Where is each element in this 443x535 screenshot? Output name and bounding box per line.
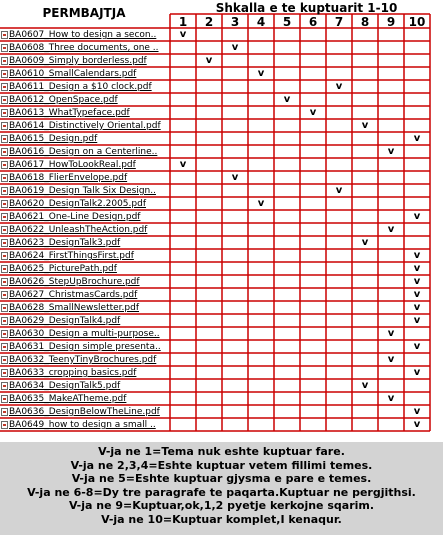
file-link[interactable]: BA0609_Simply borderless.pdf (9, 56, 147, 66)
file-link[interactable]: BA0612_OpenSpace.pdf (9, 95, 118, 105)
file-row (0, 94, 170, 106)
file-link[interactable]: BA0627_ChristmasCards.pdf (9, 290, 138, 300)
file-row (0, 159, 170, 171)
pdf-file-icon (1, 174, 8, 182)
score-checkmark: v (387, 224, 395, 235)
pdf-file-icon (1, 291, 8, 299)
score-checkmark: v (413, 263, 421, 274)
score-checkmark: v (309, 107, 317, 118)
file-link[interactable]: BA0613_WhatTypeface.pdf (9, 108, 130, 118)
file-link[interactable]: BA0633_cropping basics.pdf (9, 368, 137, 378)
pdf-file-icon (1, 44, 8, 52)
pdf-file-icon (1, 369, 8, 377)
pdf-file-icon (1, 304, 8, 312)
file-link[interactable]: BA0649_how to design a small .. (9, 420, 156, 430)
column-header-scale: Shkalla e te kuptuarit 1-10 (215, 1, 398, 15)
file-link[interactable]: BA0624_FirstThingsFirst.pdf (9, 251, 134, 261)
file-link[interactable]: BA0622_UnleashTheAction.pdf (9, 225, 148, 235)
file-link[interactable]: BA0620_DesignTalk2.2005.pdf (9, 199, 146, 209)
file-row (0, 341, 170, 353)
file-link[interactable]: BA0634_DesignTalk5.pdf (9, 381, 121, 391)
legend-line-6: V-ja ne 10=Kuptuar komplet,I kenaqur. (101, 512, 342, 526)
file-row (0, 211, 170, 223)
score-checkmark: v (387, 354, 395, 365)
file-row (0, 380, 170, 392)
pdf-file-icon (1, 122, 8, 130)
score-checkmark: v (413, 250, 421, 261)
file-link[interactable]: BA0623_DesignTalk3.pdf (9, 238, 121, 248)
file-link[interactable]: BA0631_Design simple presenta.. (9, 342, 161, 352)
file-row (0, 55, 170, 67)
pdf-file-icon (1, 148, 8, 156)
file-link[interactable]: BA0636_DesignBelowTheLine.pdf (9, 407, 160, 417)
file-link[interactable]: BA0630_Design a multi-purpose.. (9, 329, 160, 339)
file-row (0, 367, 170, 379)
score-checkmark: v (205, 55, 213, 66)
file-link[interactable]: BA0608_Three documents, one .. (9, 43, 159, 53)
file-link[interactable]: BA0629_DesignTalk4.pdf (9, 316, 121, 326)
pdf-file-icon (1, 109, 8, 117)
file-link[interactable]: BA0607_How to design a secon.. (9, 30, 157, 40)
scale-column-8: 8 (360, 15, 370, 29)
scale-column-4: 4 (256, 15, 266, 29)
file-link[interactable]: BA0610_SmallCalendars.pdf (9, 69, 137, 79)
file-row (0, 328, 170, 340)
legend-line-2: V-ja ne 2,3,4=Eshte kuptuar vetem fillimi temes. (70, 458, 373, 472)
pdf-file-icon (1, 70, 8, 78)
file-row (0, 107, 170, 119)
score-checkmark: v (413, 419, 421, 430)
pdf-file-icon (1, 395, 8, 403)
file-link[interactable]: BA0628_SmallNewsletter.pdf (9, 303, 140, 313)
pdf-file-icon (1, 356, 8, 364)
file-row (0, 42, 170, 54)
file-link[interactable]: BA0635_MakeATheme.pdf (9, 394, 127, 404)
score-checkmark: v (335, 185, 343, 196)
scale-column-9: 9 (386, 15, 396, 29)
pdf-file-icon (1, 213, 8, 221)
file-link[interactable]: BA0611_Design a $10 clock.pdf (9, 82, 152, 92)
file-link[interactable]: BA0618_FlierEnvelope.pdf (9, 173, 128, 183)
scale-column-2: 2 (204, 15, 214, 29)
score-checkmark: v (413, 276, 421, 287)
pdf-file-icon (1, 83, 8, 91)
scale-column-5: 5 (282, 15, 292, 29)
score-checkmark: v (335, 81, 343, 92)
pdf-file-icon (1, 57, 8, 65)
legend-line-1: V-ja ne 1=Tema nuk eshte kuptuar fare. (98, 445, 345, 458)
score-checkmark: v (179, 29, 187, 40)
score-checkmark: v (413, 367, 421, 378)
score-checkmark: v (413, 133, 421, 144)
pdf-file-icon (1, 265, 8, 273)
file-row (0, 354, 170, 366)
scale-column-6: 6 (308, 15, 318, 29)
file-row (0, 276, 170, 288)
file-row (0, 185, 170, 197)
pdf-file-icon (1, 382, 8, 390)
file-row (0, 263, 170, 275)
file-row (0, 68, 170, 80)
pdf-file-icon (1, 343, 8, 351)
file-row (0, 133, 170, 145)
pdf-file-icon (1, 161, 8, 169)
pdf-file-icon (1, 135, 8, 143)
column-header-content: PERMBAJTJA (42, 6, 126, 20)
scale-column-10: 10 (408, 15, 426, 29)
score-checkmark: v (387, 393, 395, 404)
score-checkmark: v (413, 211, 421, 222)
pdf-file-icon (1, 96, 8, 104)
pdf-file-icon (1, 278, 8, 286)
pdf-file-icon (1, 421, 8, 429)
score-checkmark: v (361, 380, 369, 391)
file-row (0, 237, 170, 249)
pdf-file-icon (1, 200, 8, 208)
score-checkmark: v (413, 406, 421, 417)
file-link[interactable]: BA0632_TeenyTinyBrochures.pdf (9, 355, 157, 365)
score-checkmark: v (361, 237, 369, 248)
file-row (0, 419, 170, 431)
file-link[interactable]: BA0616_Design on a Centerline.. (9, 147, 158, 157)
scale-column-1: 1 (178, 15, 188, 29)
pdf-file-icon (1, 408, 8, 416)
legend-line-4: V-ja ne 6-8=Dy tre paragrafe te paqarta.Kuptuar ne pergjithsi. (27, 485, 416, 499)
file-row (0, 120, 170, 132)
score-checkmark: v (231, 42, 239, 53)
file-link[interactable]: BA0625_PicturePath.pdf (9, 264, 117, 274)
score-checkmark: v (413, 315, 421, 326)
pdf-file-icon (1, 31, 8, 39)
file-row (0, 250, 170, 262)
pdf-file-icon (1, 317, 8, 325)
file-row (0, 393, 170, 405)
file-link[interactable]: BA0621_One-Line Design.pdf (9, 212, 141, 222)
score-checkmark: v (387, 146, 395, 157)
scale-column-7: 7 (334, 15, 344, 29)
file-row (0, 198, 170, 210)
file-row (0, 315, 170, 327)
score-checkmark: v (257, 198, 265, 209)
pdf-file-icon (1, 239, 8, 247)
pdf-file-icon (1, 226, 8, 234)
file-row (0, 81, 170, 93)
score-checkmark: v (413, 341, 421, 352)
file-link[interactable]: BA0615_Design.pdf (9, 134, 98, 144)
score-checkmark: v (231, 172, 239, 183)
file-row (0, 302, 170, 314)
score-checkmark: v (413, 302, 421, 313)
file-link[interactable]: BA0626_StepUpBrochure.pdf (9, 277, 140, 287)
file-link[interactable]: BA0619_Design Talk Six Design.. (9, 186, 156, 196)
score-checkmark: v (413, 289, 421, 300)
score-checkmark: v (361, 120, 369, 131)
scale-column-3: 3 (230, 15, 240, 29)
file-link[interactable]: BA0614_Distinctively Oriental.pdf (9, 121, 161, 131)
pdf-file-icon (1, 187, 8, 195)
score-checkmark: v (283, 94, 291, 105)
file-row (0, 29, 170, 41)
file-row (0, 406, 170, 418)
score-checkmark: v (257, 68, 265, 79)
pdf-file-icon (1, 330, 8, 338)
file-row (0, 172, 170, 184)
legend-line-5: V-ja ne 9=Kuptuar,ok,1,2 pyetje kerkojne sqarim. (68, 499, 375, 512)
file-row (0, 146, 170, 158)
legend (0, 445, 443, 526)
score-checkmark: v (179, 159, 187, 170)
score-checkmark: v (387, 328, 395, 339)
file-row (0, 224, 170, 236)
file-link[interactable]: BA0617_HowToLookReal.pdf (9, 160, 136, 170)
legend-line-3: V-ja ne 5=Eshte kuptuar gjysma e pare e temes. (71, 472, 372, 485)
pdf-file-icon (1, 252, 8, 260)
file-row (0, 289, 170, 301)
